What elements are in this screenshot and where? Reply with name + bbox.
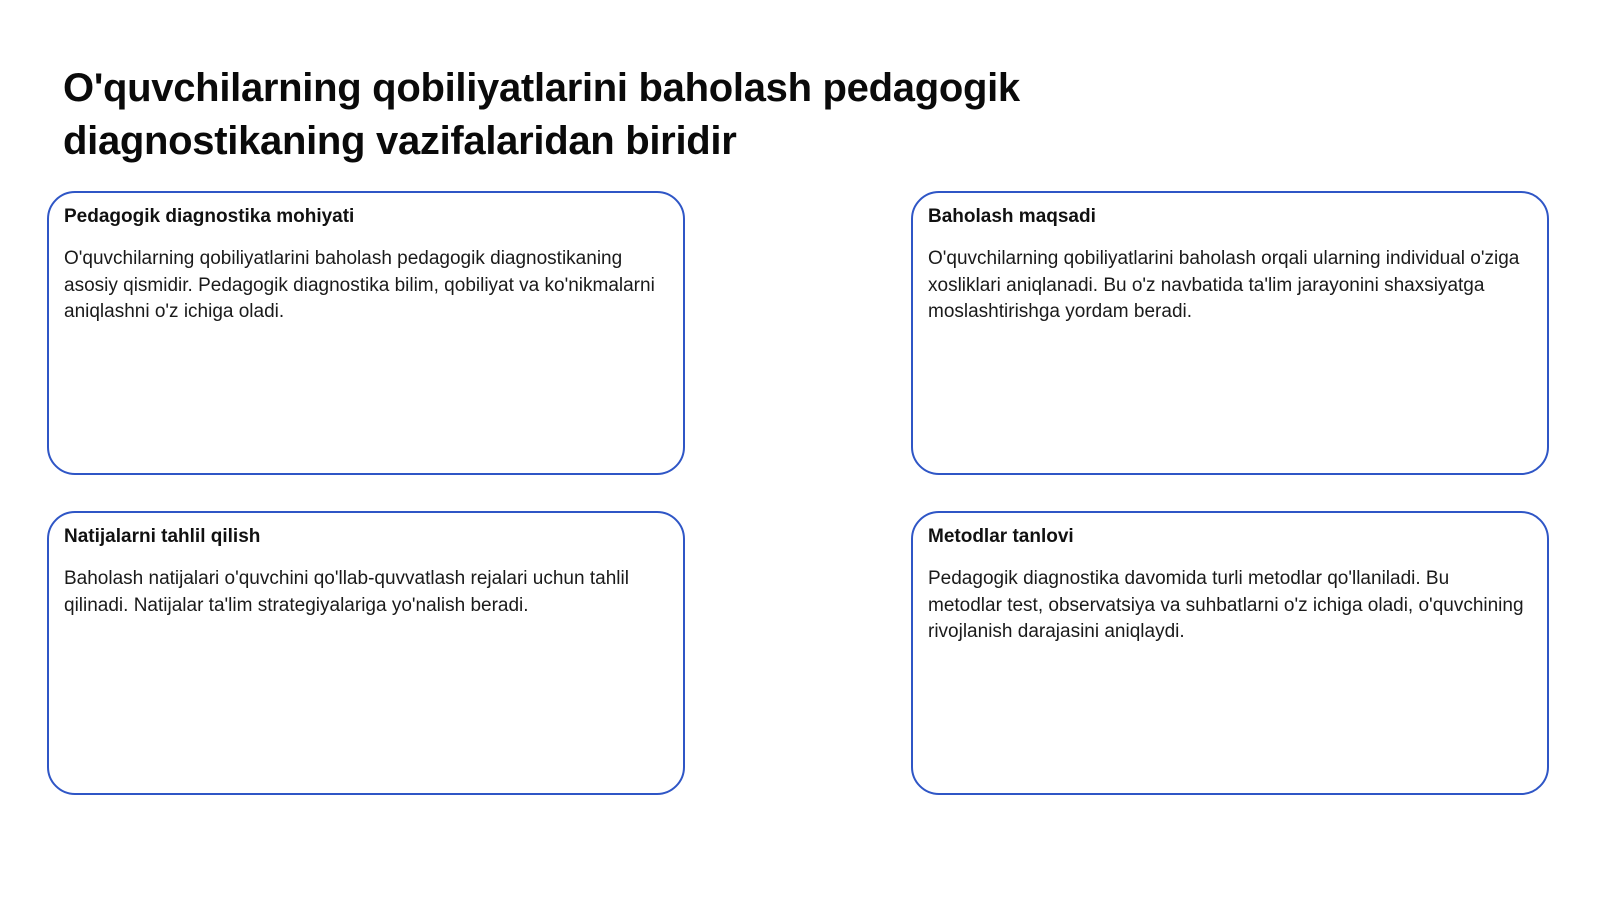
card-heading: Pedagogik diagnostika mohiyati — [64, 206, 355, 227]
card-body: O'quvchilarning qobiliyatlarini baholash orqali ularning individual o'ziga xosliklari aniqlanadi. Bu o'z navbatida ta'lim jarayonini shaxsiyatga moslashtirishga yordam beradi. — [928, 248, 1520, 322]
card-metodlar-tanlovi — [911, 511, 1549, 795]
card-heading: Baholash maqsadi — [928, 206, 1096, 227]
card-heading: Natijalarni tahlil qilish — [64, 526, 261, 547]
card-pedagogik-diagnostika-mohiyati — [47, 191, 685, 475]
slide-title: O'quvchilarning qobiliyatlarini baholash pedagogik diagnostikaning vazifalaridan biridir — [63, 66, 1020, 163]
card-baholash-maqsadi — [911, 191, 1549, 475]
card-natijalarni-tahlil-qilish — [47, 511, 685, 795]
card-body: Baholash natijalari o'quvchini qo'llab-quvvatlash rejalari uchun tahlil qilinadi. Natijalar ta'lim strategiyalariga yo'nalish beradi. — [64, 568, 629, 616]
card-body: O'quvchilarning qobiliyatlarini baholash pedagogik diagnostikaning asosiy qismidir. Pedagogik diagnostika bilim, qobiliyat va ko'nikmalarni aniqlashni o'z ichiga oladi. — [64, 248, 655, 322]
card-body: Pedagogik diagnostika davomida turli metodlar qo'llaniladi. Bu metodlar test, observatsiya va suhbatlarni o'z ichiga oladi, o'quvchining rivojlanish darajasini aniqlaydi. — [928, 568, 1524, 642]
card-heading: Metodlar tanlovi — [928, 526, 1074, 547]
